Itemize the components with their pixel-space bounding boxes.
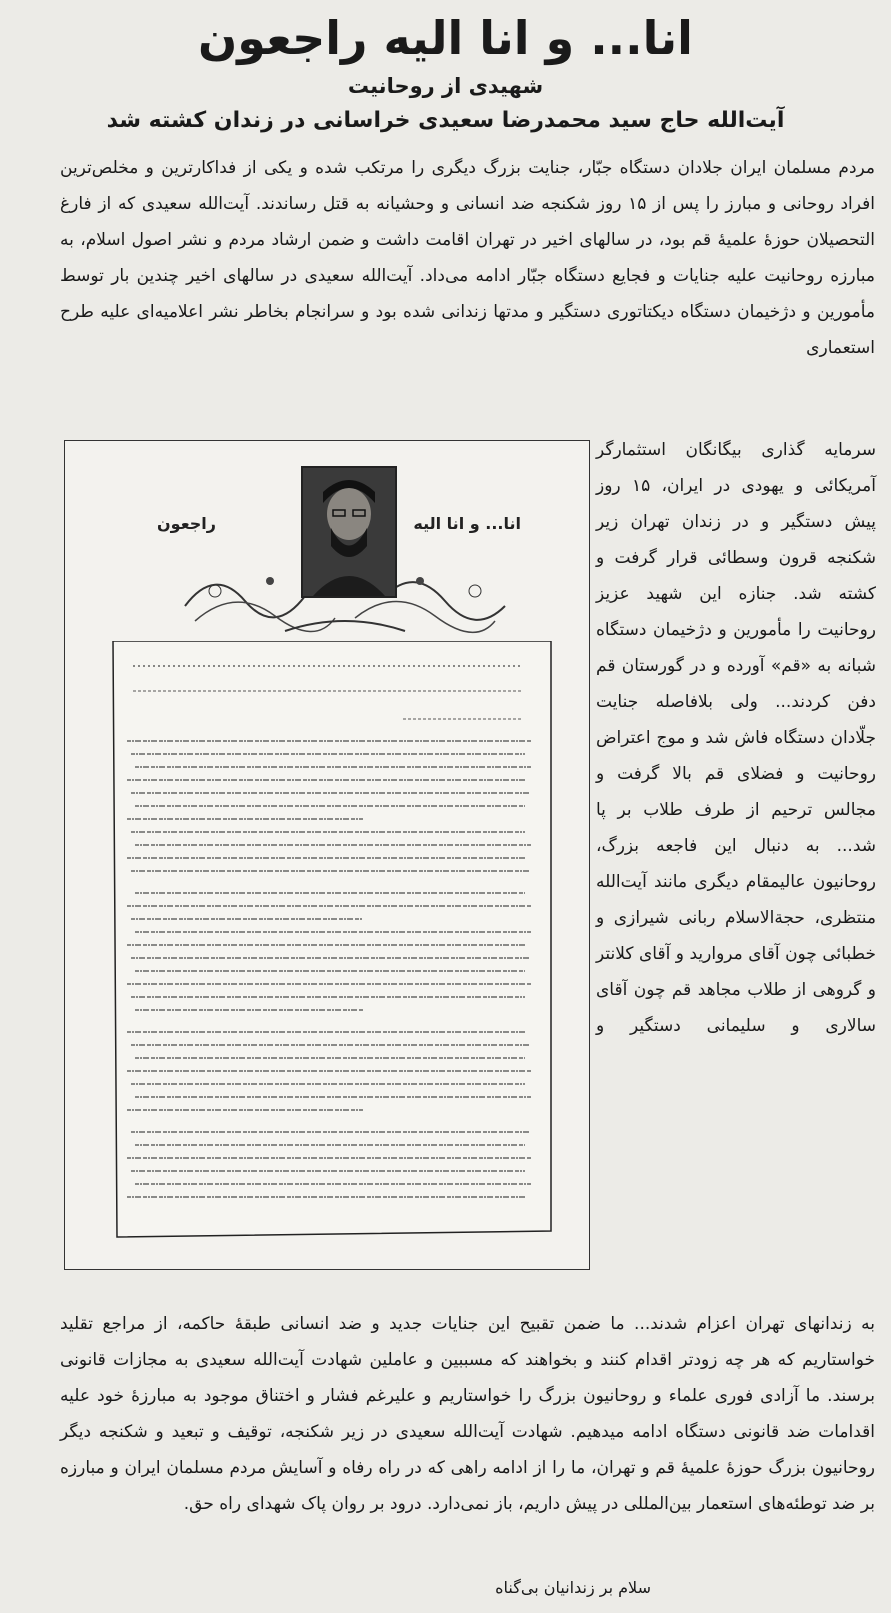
body-paragraph-full: مردم مسلمان ایران جلادان دستگاه جبّار، جنایت بزرگ دیگری را مرتکب شده و یکی از فداکارترین و مخلص‌ترین افراد روحانی و مبارز را پس از ۱۵ روز شکنجه ضد انسانی و وحشیانه به قتل رساندند. آیت‌الله سعیدی که از فارغ التحصیلان حوزهٔ علمیهٔ قم بود، در سالهای اخیر در تهران اقامت داشت و ضمن ارشاد مردم و نشر اصول اسلام، به مبارزه روحانیت علیه جنایات و فجایع دستگاه جبّار ادامه می‌داد. آیت‌الله سعیدی در سالهای اخیر چندین بار توسط مأمورین و دژخیمان دستگاه دیکتاتوری دستگیر و مدتها زندانی شده بود و سرانجام بخاطر نشر اعلامیه‌ای علیه طرح استعماری [60,158,875,358]
body-paragraph-bottom: به زندانهای تهران اعزام شدند... ما ضمن تقبیح این جنایات جدید و ضد انسانی طبقهٔ حاکمه، از مراجع تقلید خواستاریم که هر چه زودتر اقدام کنند و بخواهند که مسببین و عاملین شهادت آیت‌الله سعیدی به مجازات قانونی برسند. ما آزادی فوری علماء و روحانیون بزرگ را خواستاریم و علیرغم فشار و اختناق موجود به مبارزهٔ خود علیه اقدامات ضد قانونی دستگاه ادامه میدهیم. شهادت آیت‌الله سعیدی در زیر شکنجه، توقیف و تبعید و شکنجه دیگر روحانیون بزرگ حوزهٔ علمیهٔ قم و تهران، ما را از ادامه راهی که در راه رفاه و آسایش مردم مسلمان ایران و مبارزه بر ضد توطئه‌های استعمار بین‌المللی در پیش داریم، باز نمی‌دارد. درود بر روان پاک شهدای راه حق. [60,1314,875,1514]
subtitle: شهیدی از روحانیت [347,74,544,98]
body-paragraph-side-column: سرمایه گذاری بیگانگان استثمارگر آمریکائی و یهودی در ایران، ۱۵ روز پیش دستگیر و در زندان تهران زیر شکنجه قرون وسطائی قرار گرفت و کشته شد. جنازه این شهید عزیز روحانیت را مأمورین و دژخیمان دستگاه شبانه به «قم» آورده و در گورستان قم دفن کردند... ولی بلافاصله جنایت جلّادان دستگاه فاش شد و موج اعتراض روحانیت و فضلای قم بالا گرفت و مجالس ترحیم از طرف طلاب بر پا شد... به دنبال این فاجعه بزرگ، روحانیون عالیمقام دیگری مانند آیت‌الله منتظری، حجةالاسلام ربانی شیرازی و خطبائی چون آقای مروارید و آقای کلانتر و گروهی از طلاب مجاهد قم چون آقای سالاری و سلیمانی دستگیر و [596,440,876,1036]
portrait-photo [301,466,397,598]
page-title: انا... و انا الیه راجعون [198,11,693,65]
closing-line: سلام بر زندانیان بی‌گناه [495,1578,651,1597]
poster-text-sheet [103,641,561,1241]
poster-heading-left: راجعون [157,514,216,533]
poster-heading-right: انا... و انا الیه [413,514,521,533]
poster-header [95,466,561,636]
poster-image [64,440,590,1270]
subtitle-headline: آیت‌الله حاج سید محمدرضا سعیدی خراسانی در زندان کشته شد [106,108,785,133]
